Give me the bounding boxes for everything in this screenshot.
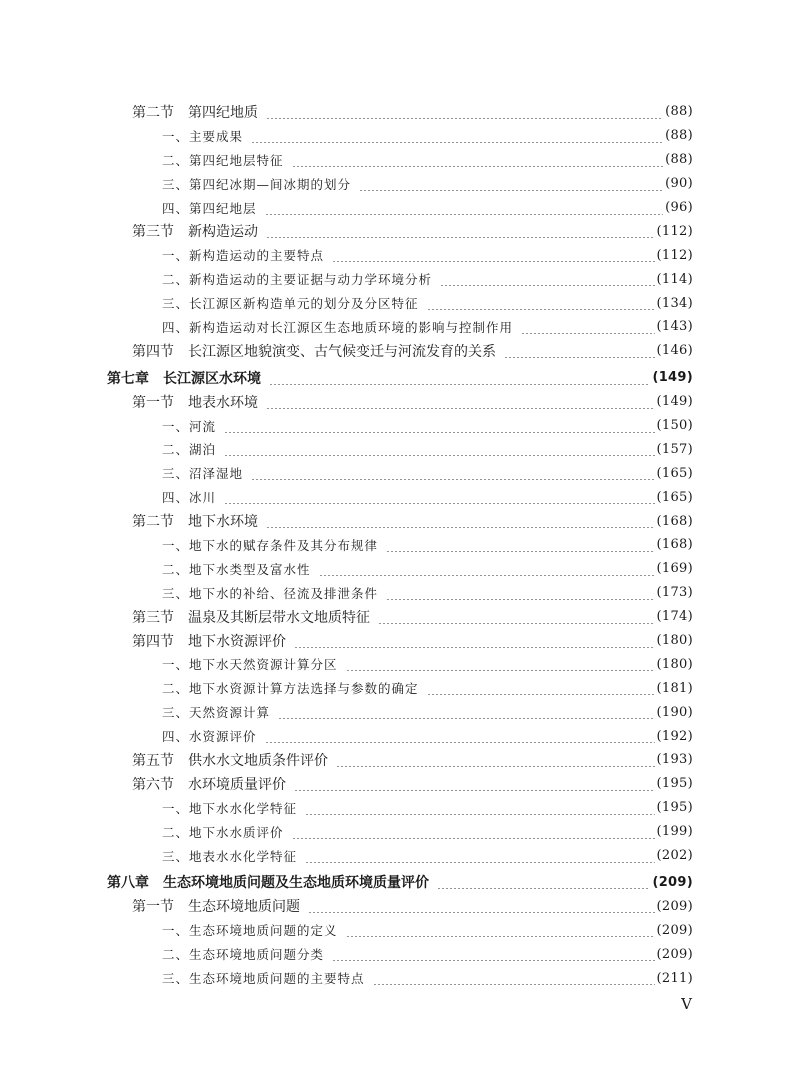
toc-page-number: (209) — [656, 922, 693, 938]
toc-page-number: (180) — [656, 633, 693, 649]
dot-leader — [373, 971, 655, 985]
toc-page-number: (181) — [656, 680, 693, 696]
dot-leader — [437, 875, 650, 889]
toc-entry-title: 四、水资源评价 — [162, 729, 257, 745]
toc-page-number: (190) — [656, 704, 693, 720]
toc-entry-title: 二、地下水水质评价 — [162, 824, 284, 840]
toc-page-number: (195) — [656, 776, 693, 792]
toc-item-entry — [0, 243, 800, 267]
toc-section-entry — [0, 629, 800, 653]
toc-entry-title: 二、地下水类型及富水性 — [162, 561, 311, 577]
dot-leader — [378, 610, 655, 624]
toc-item-entry — [0, 700, 800, 724]
toc-page-number: (180) — [656, 656, 693, 672]
toc-entry-title: 三、生态环境地质问题的主要特点 — [162, 971, 365, 986]
dot-leader — [346, 657, 655, 671]
toc-page-number: (202) — [656, 848, 693, 864]
toc-page-number: (193) — [656, 752, 693, 768]
toc-entry-title: 第一节 生态环境地质问题 — [132, 899, 300, 916]
toc-item-entry — [0, 414, 800, 438]
dot-leader — [224, 419, 655, 433]
toc-page-number: (112) — [656, 223, 693, 239]
dot-leader — [294, 634, 655, 648]
dot-leader — [359, 177, 663, 191]
toc-entry-title: 二、新构造运动的主要证据与动力学环境分析 — [162, 272, 433, 288]
toc-item-entry — [0, 267, 800, 291]
toc-page-number: (90) — [665, 176, 693, 192]
toc-section-entry — [0, 339, 800, 363]
dot-leader — [294, 777, 655, 791]
dot-leader — [427, 681, 655, 695]
toc-page-number: (165) — [656, 489, 693, 505]
toc-entry-title: 一、地下水天然资源计算分区 — [162, 657, 338, 673]
toc-item-entry — [0, 652, 800, 676]
dot-leader — [292, 825, 655, 839]
dot-leader — [266, 105, 663, 119]
dot-leader — [386, 586, 655, 600]
toc-entry-title: 第二节 第四纪地质 — [132, 104, 258, 121]
toc-entry-title: 第七章 长江源区水环境 — [107, 370, 261, 387]
toc-section-entry — [0, 509, 800, 533]
toc-section-entry — [0, 100, 800, 124]
toc-page-number: (209) — [656, 898, 693, 914]
toc-entry-title: 二、第四纪地层特征 — [162, 152, 284, 168]
toc-section-entry — [0, 219, 800, 243]
toc-item-entry — [0, 844, 800, 868]
toc-entry-title: 二、生态环境地质问题分类 — [162, 947, 325, 963]
toc-entry-title: 一、地下水水化学特征 — [162, 800, 298, 816]
toc-entry-title: 三、第四纪冰期—间冰期的划分 — [162, 176, 352, 192]
dot-leader — [292, 153, 664, 167]
dot-leader — [251, 129, 663, 143]
toc-entry-title: 一、主要成果 — [162, 128, 244, 144]
page-number-folio: V — [681, 995, 692, 1013]
toc-page-number: (88) — [665, 104, 693, 120]
toc-page-number: (96) — [665, 200, 693, 215]
toc-page-number: (88) — [665, 152, 693, 168]
dot-leader — [278, 705, 655, 719]
toc-section-entry — [0, 772, 800, 796]
toc-section-entry — [0, 605, 800, 629]
dot-leader — [386, 538, 655, 552]
toc-item-entry — [0, 291, 800, 315]
toc-page-number: (150) — [656, 418, 693, 434]
dot-leader — [336, 753, 655, 767]
toc-entry-title: 一、新构造运动的主要特点 — [162, 248, 325, 264]
toc-entry-title: 第五节 供水水文地质条件评价 — [132, 752, 328, 769]
toc-entry-title: 三、地下水的补给、径流及排泄条件 — [162, 585, 379, 601]
toc-page-number: (195) — [656, 800, 693, 816]
toc-page-number: (157) — [656, 441, 693, 457]
toc-page-number: (88) — [665, 128, 693, 144]
toc-page-number: (168) — [656, 537, 693, 553]
dot-leader — [266, 514, 655, 528]
dot-leader — [440, 272, 655, 286]
toc-page-number: (146) — [656, 343, 693, 359]
toc-entry-title: 三、地表水水化学特征 — [162, 848, 298, 864]
toc-entry-title: 一、河流 — [162, 418, 217, 434]
toc-chapter-entry — [0, 366, 800, 390]
toc-chapter-entry — [0, 871, 800, 895]
toc-entry-title: 一、生态环境地质问题的定义 — [162, 923, 338, 939]
dot-leader — [521, 320, 655, 334]
dot-leader — [224, 490, 655, 504]
toc-item-entry — [0, 533, 800, 557]
toc-page-number: (112) — [656, 247, 693, 263]
toc-entry-title: 第三节 新构造运动 — [132, 224, 258, 241]
dot-leader — [319, 562, 655, 576]
toc-section-entry — [0, 748, 800, 772]
toc-page-number: (174) — [656, 609, 693, 625]
toc-entry-title: 第六节 水环境质量评价 — [132, 776, 286, 793]
toc-entry-title: 二、地下水资源计算方法选择与参数的确定 — [162, 681, 419, 697]
dot-leader — [504, 344, 655, 358]
toc-entry-title: 第三节 温泉及其断层带水文地质特征 — [132, 609, 370, 626]
toc-item-entry — [0, 966, 800, 990]
toc-entry-title: 第四节 长江源区地貌演变、古气候变迁与河流发育的关系 — [132, 343, 496, 360]
toc-entry-title: 第一节 地表水环境 — [132, 394, 258, 411]
toc-page-number: (149) — [656, 394, 693, 410]
toc-page-number: (199) — [656, 824, 693, 840]
dot-leader — [332, 248, 655, 262]
toc-entry-title: 第二节 地下水环境 — [132, 514, 258, 531]
toc-item-entry — [0, 676, 800, 700]
toc-page-number: (134) — [656, 295, 693, 311]
toc-item-entry — [0, 724, 800, 748]
dot-leader — [265, 729, 655, 743]
toc-item-entry — [0, 918, 800, 942]
dot-leader — [266, 224, 655, 238]
toc-item-entry — [0, 581, 800, 605]
dot-leader — [224, 442, 655, 456]
toc-entry-title: 一、地下水的赋存条件及其分布规律 — [162, 537, 379, 553]
toc-page-number: (165) — [656, 465, 693, 481]
toc-entry-title: 四、新构造运动对长江源区生态地质环境的影响与控制作用 — [162, 319, 514, 335]
toc-item-entry — [0, 124, 800, 148]
toc-entry-title: 第四节 地下水资源评价 — [132, 633, 286, 650]
toc-page-number: (211) — [656, 970, 693, 986]
dot-leader — [266, 395, 655, 409]
toc-item-entry — [0, 172, 800, 196]
toc-entry-title: 四、冰川 — [162, 490, 217, 506]
dot-leader — [269, 371, 650, 385]
toc-item-entry — [0, 942, 800, 966]
dot-leader — [427, 296, 655, 310]
toc-page-number: (169) — [656, 561, 693, 577]
toc-entry-title: 四、第四纪地层 — [162, 200, 257, 216]
toc-entry-title: 二、湖泊 — [162, 442, 217, 458]
toc-item-entry — [0, 437, 800, 461]
toc-item-entry — [0, 315, 800, 339]
toc-page-number: (114) — [656, 271, 693, 287]
table-of-contents — [0, 100, 800, 990]
toc-item-entry — [0, 820, 800, 844]
toc-entry-title: 三、天然资源计算 — [162, 705, 271, 721]
toc-page-number: (149) — [652, 370, 693, 386]
toc-page-number: (209) — [656, 946, 693, 962]
toc-page-number: (143) — [656, 319, 693, 335]
toc-item-entry — [0, 148, 800, 172]
toc-page-number: (209) — [652, 874, 693, 890]
toc-item-entry — [0, 196, 800, 220]
dot-leader — [305, 849, 655, 863]
toc-item-entry — [0, 796, 800, 820]
toc-page-number: (173) — [656, 585, 693, 601]
dot-leader — [305, 801, 655, 815]
toc-entry-title: 第八章 生态环境地质问题及生态地质环境质量评价 — [107, 875, 429, 892]
dot-leader — [332, 947, 655, 961]
dot-leader — [308, 899, 655, 913]
toc-entry-title: 三、沼泽湿地 — [162, 466, 244, 482]
dot-leader — [265, 201, 664, 215]
toc-item-entry — [0, 485, 800, 509]
toc-page-number: (168) — [656, 513, 693, 529]
toc-section-entry — [0, 390, 800, 414]
toc-item-entry — [0, 461, 800, 485]
toc-item-entry — [0, 557, 800, 581]
dot-leader — [251, 466, 655, 480]
toc-entry-title: 三、长江源区新构造单元的划分及分区特征 — [162, 296, 419, 312]
dot-leader — [346, 923, 655, 937]
toc-page-number: (192) — [656, 728, 693, 744]
toc-section-entry — [0, 894, 800, 918]
